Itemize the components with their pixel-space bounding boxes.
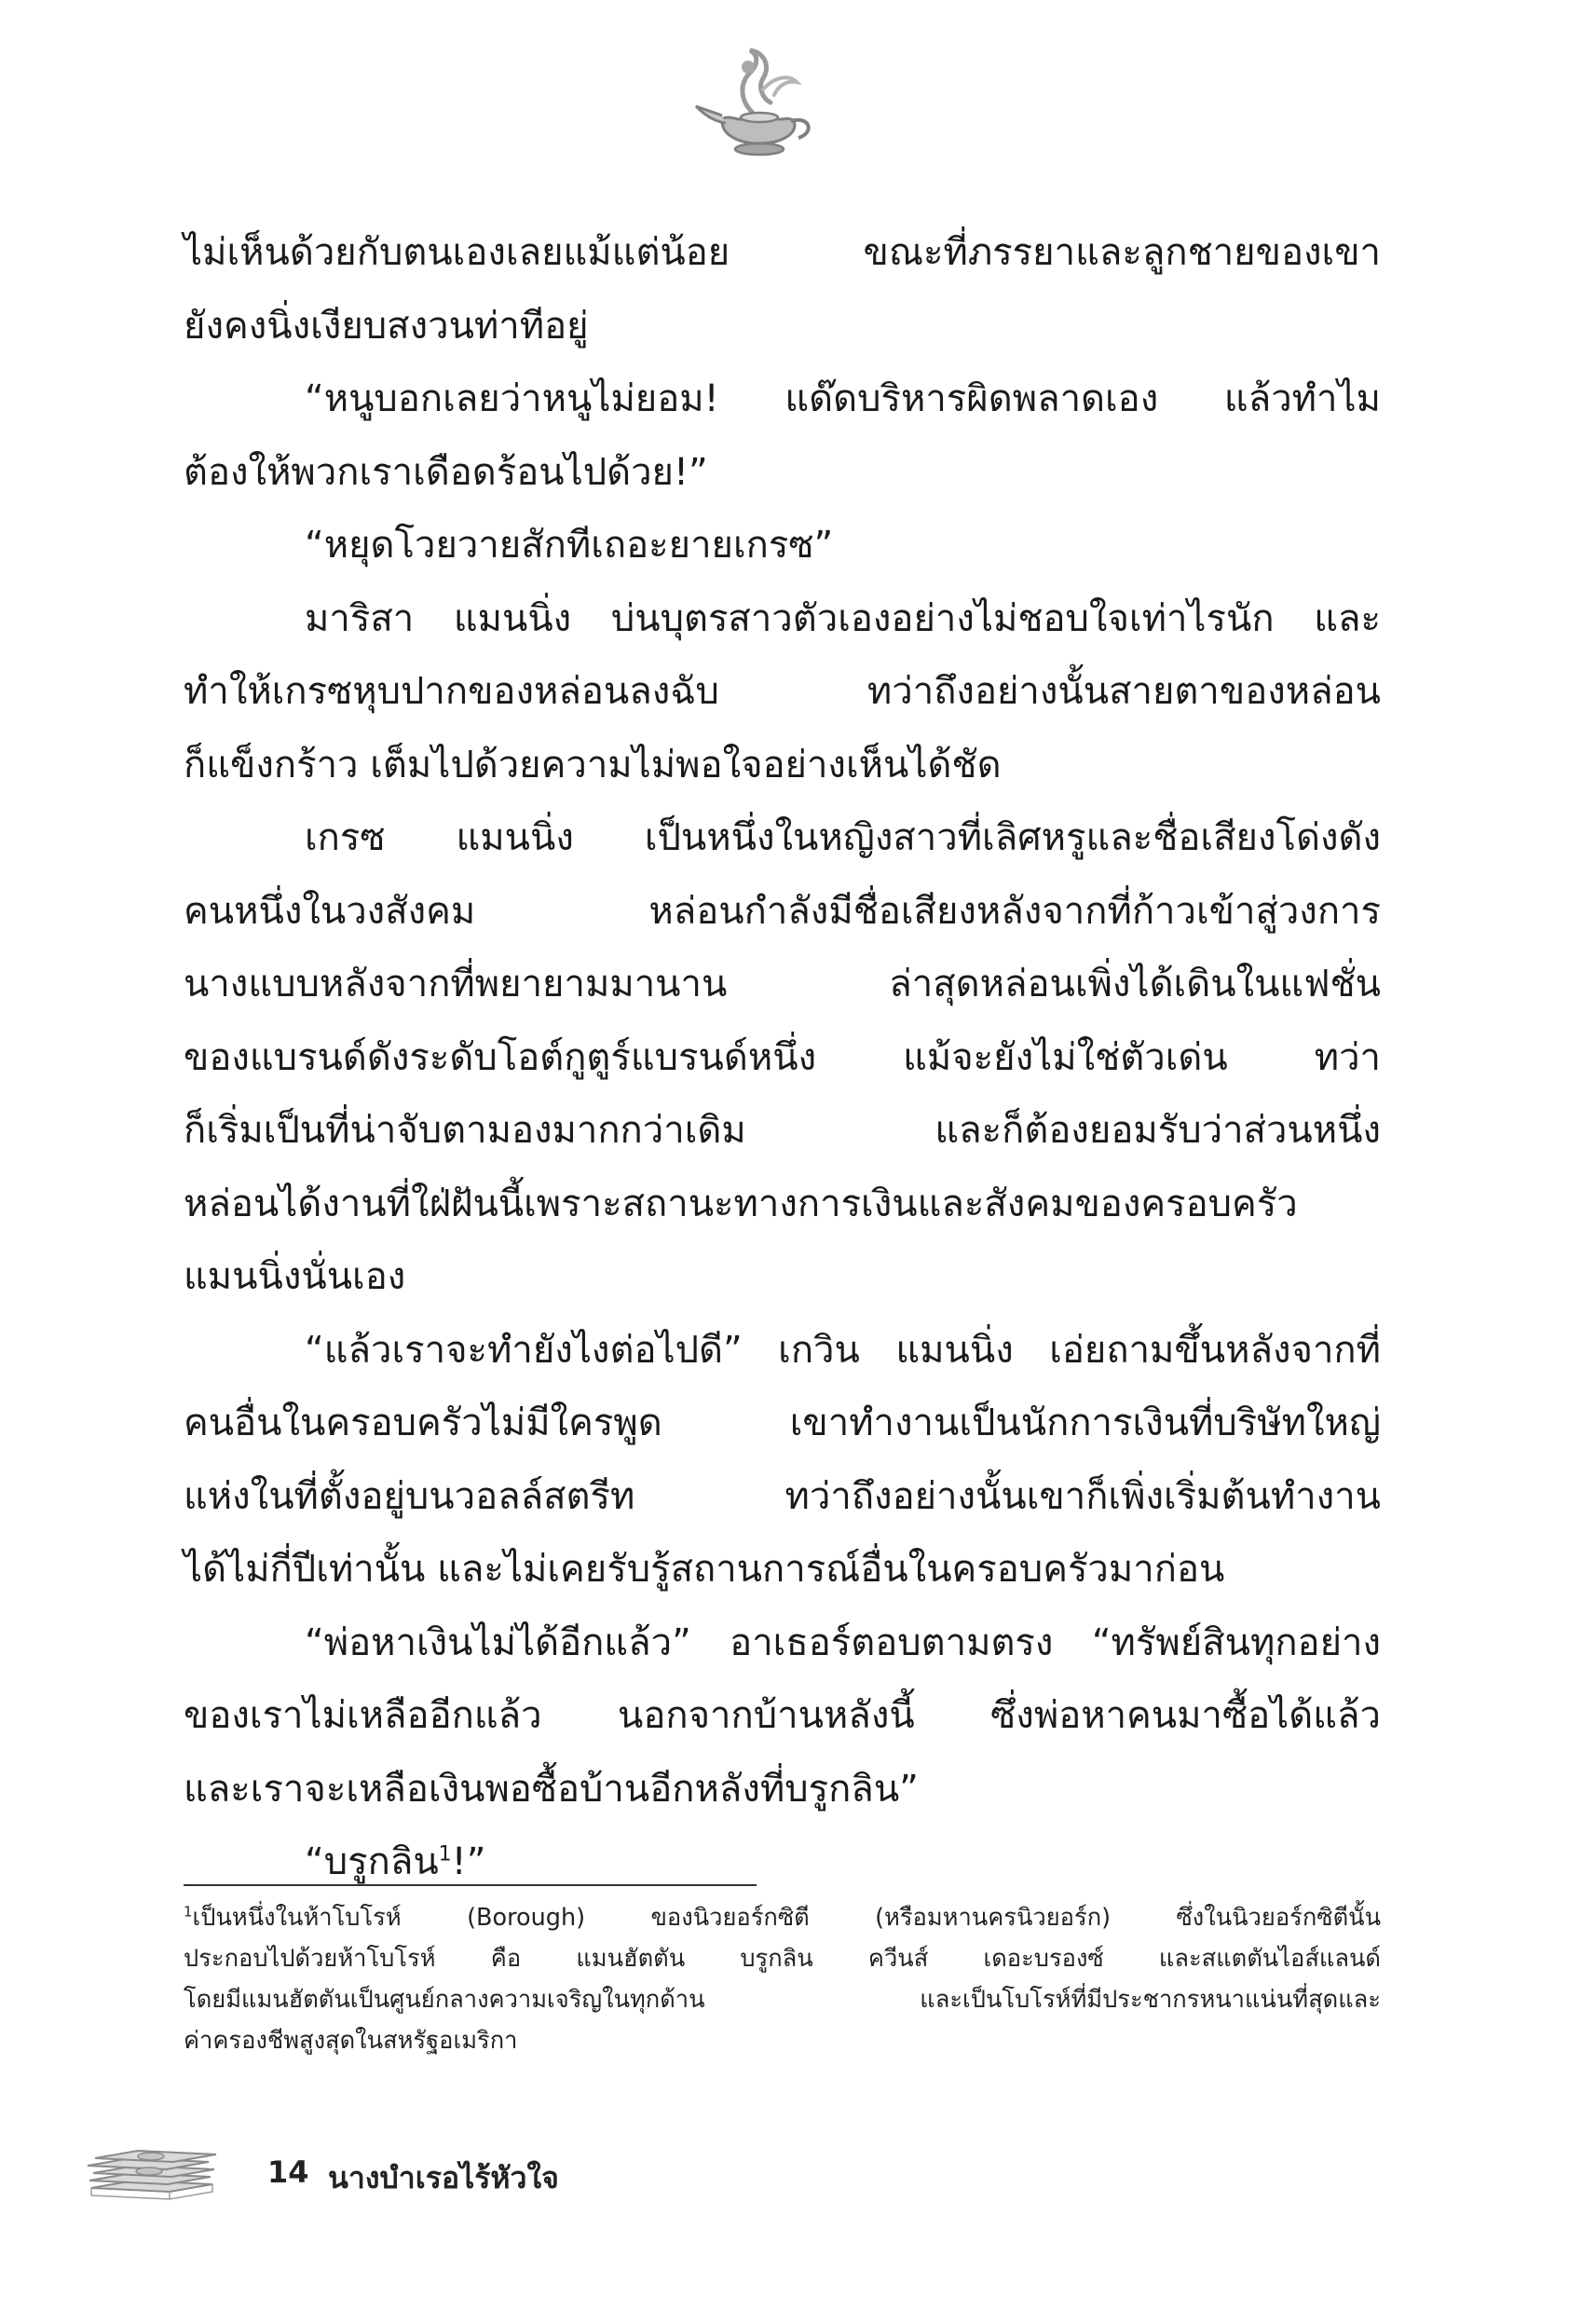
text-line: ก็แข็งกร้าว เต็มไปด้วยความไม่พอใจอย่างเห็นได้ชัด — [184, 743, 1002, 786]
footnote-reference[interactable]: 1 — [438, 1842, 452, 1867]
text-line: ไม่เห็นด้วยกับตนเองเลยแม้แต่น้อย ขณะที่ภรรยาและลูกชายของเขา — [184, 231, 1381, 274]
footnote-marker: 1 — [184, 1903, 193, 1921]
text-line: เกรซ แมนนิ่ง เป็นหนึ่งในหญิงสาวที่เลิศหรูและชื่อเสียงโด่งดัง — [305, 816, 1381, 859]
text-line: คนอื่นในครอบครัวไม่มีใครพูด เขาทำงานเป็นนักการเงินที่บริษัทใหญ่ — [184, 1402, 1381, 1444]
footnote-divider — [184, 1884, 757, 1886]
text-line: ทำให้เกรซหุบปากของหล่อนลงฉับ ทว่าถึงอย่างนั้นสายตาของหล่อน — [184, 670, 1381, 713]
body-text — [184, 216, 1381, 1899]
text-line: “หนูบอกเลยว่าหนูไม่ยอม! แด๊ดบริหารผิดพลาดเอง แล้วทำไม — [305, 377, 1381, 420]
genie-lamp-icon — [685, 47, 825, 163]
text-line: และเราจะเหลือเงินพอซื้อบ้านอีกหลังที่บรูกลิน” — [184, 1767, 919, 1811]
text-line: “หยุดโวยวายสักทีเถอะยายเกรซ” — [305, 524, 834, 567]
footnote — [184, 1897, 1381, 2061]
text-line: ต้องให้พวกเราเดือดร้อนไปด้วย!” — [184, 450, 708, 494]
text-line-with-footnote-ref — [184, 1826, 1381, 1899]
page-number: 14 — [267, 2154, 309, 2190]
text-line: แห่งในที่ตั้งอยู่บนวอลล์สตรีท ทว่าถึงอย่างนั้นเขาก็เพิ่งเริ่มต้นทำงาน — [184, 1474, 1381, 1518]
text-line: ก็เริ่มเป็นที่น่าจับตามองมากกว่าเดิม และก็ต้องยอมรับว่าส่วนหนึ่ง — [184, 1109, 1381, 1152]
footnote-line: ประกอบไปด้วยห้าโบโรห์ คือ แมนฮัตตัน บรูกลิน ควีนส์ เดอะบรองซ์ และสแตตันไอส์แลนด์ — [184, 1945, 1381, 1973]
banknote-stack-icon — [84, 2134, 224, 2213]
footnote-line: ค่าครองชีพสูงสุดในสหรัฐอเมริกา — [184, 2027, 518, 2055]
footnote-text: เป็นหนึ่งในห้าโบโรห์ (Borough) ของนิวยอร์กซิตี (หรือมหานครนิวยอร์ก) ซึ่งในนิวยอร์กซิตีนั้น — [192, 1904, 1381, 1932]
text-line: นางแบบหลังจากที่พยายามมานาน ล่าสุดหล่อนเพิ่งได้เดินในแฟชั่น — [184, 963, 1381, 1005]
footnote-line: โดยมีแมนฮัตตันเป็นศูนย์กลางความเจริญในทุกด้าน และเป็นโบโรห์ที่มีประชากรหนาแน่นที่สุดและ — [184, 1986, 1381, 2014]
text-line: มาริสา แมนนิ่ง บ่นบุตรสาวตัวเองอย่างไม่ชอบใจเท่าไรนัก และ — [305, 596, 1381, 640]
text-line: แมนนิ่งนั่นเอง — [184, 1255, 406, 1298]
text-line: “แล้วเราจะทำยังไงต่อไปดี” เกวิน แมนนิ่ง เอ่ยถามขึ้นหลังจากที่ — [305, 1328, 1381, 1372]
text-fragment: “บรูกลิน — [305, 1840, 439, 1883]
text-line: ยังคงนิ่งเงียบสงวนท่าทีอยู่ — [184, 304, 589, 348]
text-line: คนหนึ่งในวงสังคม หล่อนกำลังมีชื่อเสียงหลังจากที่ก้าวเข้าสู่วงการ — [184, 889, 1381, 933]
text-line: “พ่อหาเงินไม่ได้อีกแล้ว” อาเธอร์ตอบตามตรง “ทรัพย์สินทุกอย่าง — [305, 1620, 1381, 1664]
text-line: หล่อนได้งานที่ใฝ่ฝันนี้เพราะสถานะทางการเงินและสังคมของครอบครัว — [184, 1182, 1298, 1225]
text-fragment: !” — [451, 1840, 486, 1883]
text-line: ของเราไม่เหลืออีกแล้ว นอกจากบ้านหลังนี้ ซึ่งพ่อหาคนมาซื้อได้แล้ว — [184, 1694, 1381, 1737]
book-title: นางบำเรอไร้หัวใจ — [328, 2160, 559, 2195]
text-line: ของแบรนด์ดังระดับโอต์กูตูร์แบรนด์หนึ่ง แม้จะยังไม่ใช่ตัวเด่น ทว่า — [184, 1035, 1381, 1079]
text-line: ได้ไม่กี่ปีเท่านั้น และไม่เคยรับรู้สถานการณ์อื่นในครอบครัวมาก่อน — [184, 1548, 1225, 1591]
footnote-line — [184, 1897, 1381, 1938]
